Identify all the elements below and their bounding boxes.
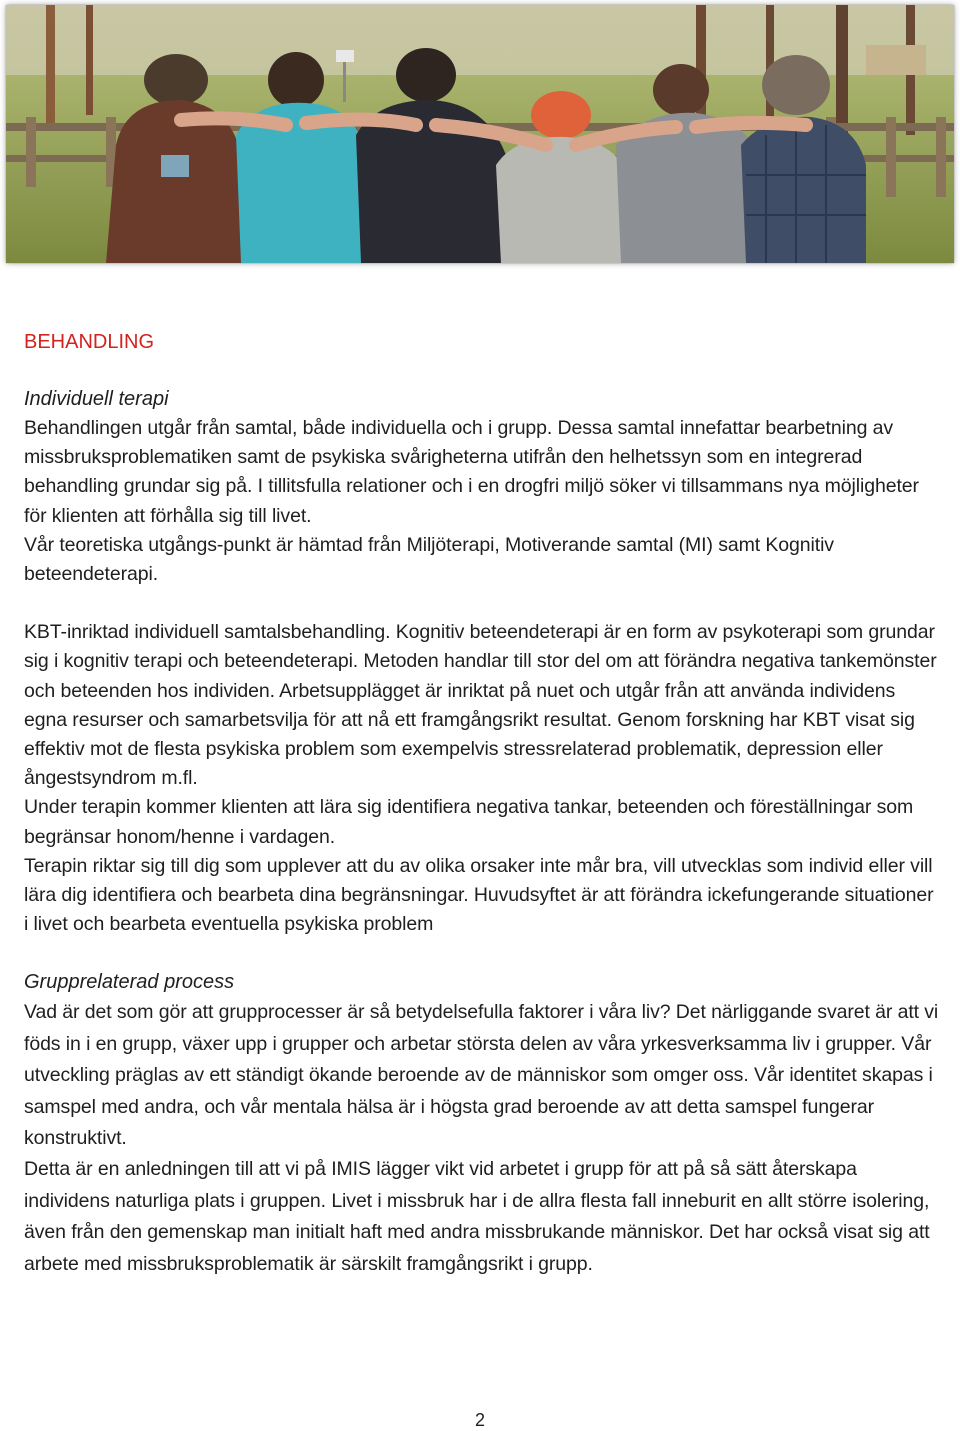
paragraph: Under terapin kommer klienten att lära sig identifiera negativa tankar, beteenden och föreställningar som begränsar honom/henne i vardagen. [24, 796, 914, 848]
paragraph: Vad är det som gör att grupprocesser är så betydelsefulla faktorer i våra liv? Det närliggande svaret är att vi föds in i en grupp, växer upp i grupper och arbetar största delen av våra yrkesverksamma liv i grupper. Vår utveckling präglas av ett ständigt ökande beroende av de människor som omger oss. Vår identitet skapas i samspel med andra, och vår mentala hälsa är i högsta grad beroende av att detta samspel fungerar konstruktivt. [24, 1001, 939, 1150]
paragraph: Vår teoretiska utgångs-punkt är hämtad från Miljöterapi, Motiverande samtal (MI) samt Kognitiv beteendeterapi. [24, 533, 834, 586]
individual-therapy-section [24, 385, 942, 939]
group-process-title: Grupprelaterad process [24, 971, 235, 994]
individual-therapy-title: Individuell terapi [24, 388, 169, 410]
paragraph-gap [24, 589, 942, 618]
paragraph: Terapin riktar sig till dig som upplever att du av olika orsaker inte mår bra, vill utvecklas som individ eller vill lära dig identifiera och bearbeta dina begränsningar. Huvudsyftet är att förändra ickefungerande situationer i livet och bearbeta eventuella psykiska problem [24, 854, 934, 936]
paragraph: Detta är en anledningen till att vi på IMIS lägger vikt vid arbetet i grupp för att på så sätt återskapa individens naturliga plats i gruppen. Livet i missbruk har i de allra flesta fall inneburit en allt större isolering, även från den gemenskap man initialt haft med andra missbrukande människor. Det har också visat sig att arbete med missbruksproblematik är särskilt framgångsrikt i grupp. [24, 1158, 930, 1275]
document-body [24, 327, 942, 1280]
header-photo [6, 5, 954, 263]
group-process-section [24, 968, 942, 1280]
paragraph: Behandlingen utgår från samtal, både individuella och i grupp. Dessa samtal innefattar bearbetning av missbruksproblematiken samt de psykiska svårigheterna utifrån den helhetssyn som en integrerad behandling grundar sig på. I tillitsfulla relationer och i en drogfri miljö söker vi tillsammans nya möjligheter för klienten att förhålla sig till livet. [24, 417, 919, 527]
page-number: 2 [474, 1410, 485, 1430]
section-heading: BEHANDLING [24, 331, 155, 353]
paragraph: KBT-inriktad individuell samtalsbehandling. Kognitiv beteendeterapi är en form av psykoterapi som grundar sig i kognitiv terapi och beteendeterapi. Metoden handlar till stor del om att förändra negativa tankemönster och beteenden hos individen. Arbetsupplägget är inriktat på nuet och utgår från att använda individens egna resurser och samarbetsvilja för att nå ett framgångsrikt resultat. Genom forskning har KBT visat sig effektiv mot de flesta psykiska problem som exempelvis stressrelaterad problematik, depression eller ångestsyndrom m.fl. [24, 621, 937, 790]
group-photo-illustration [6, 5, 954, 263]
section-gap [24, 939, 942, 968]
